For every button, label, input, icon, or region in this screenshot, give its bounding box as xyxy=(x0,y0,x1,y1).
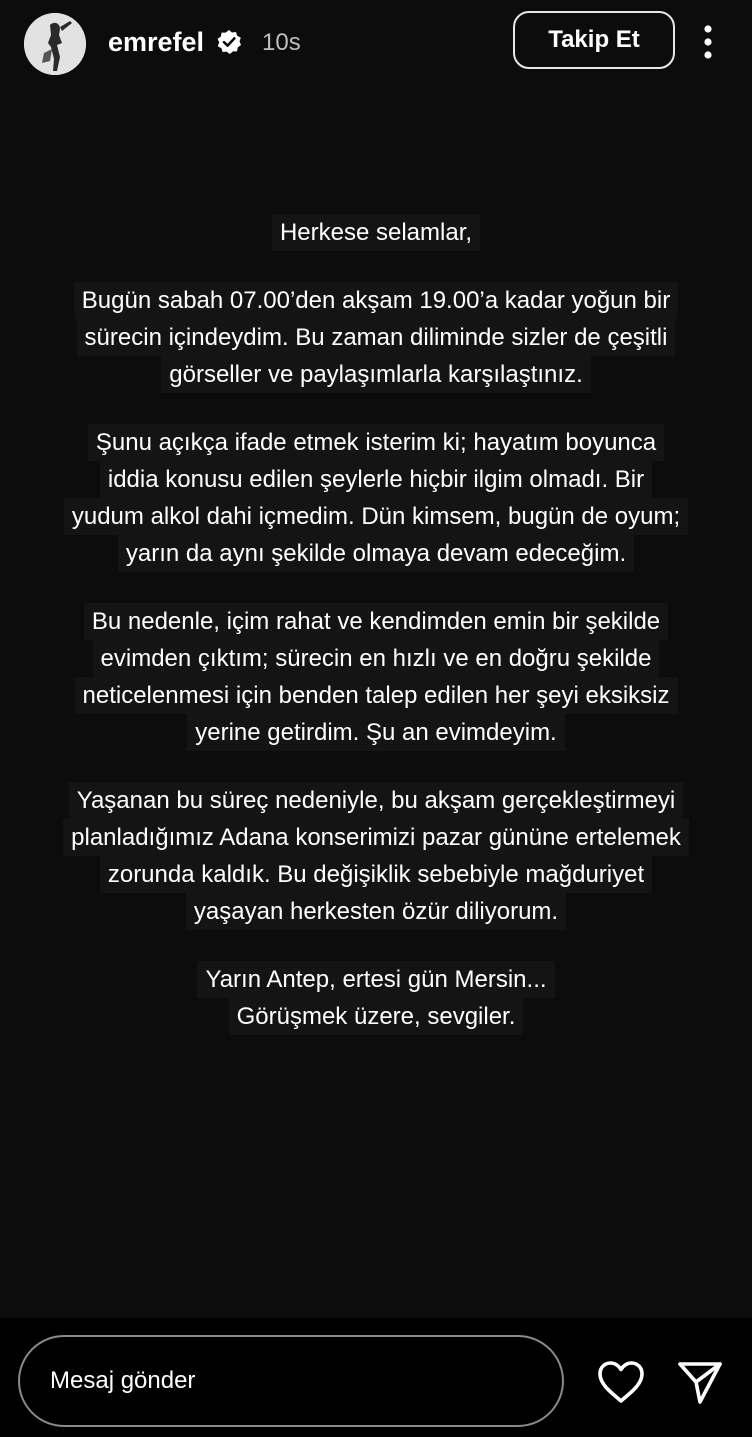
story-paragraph xyxy=(0,961,752,1035)
story-text-line: yarın da aynı şekilde olmaya devam edeceğim. xyxy=(118,535,634,572)
story-text-line: neticelenmesi için benden talep edilen her şeyi eksiksiz xyxy=(75,677,678,714)
username[interactable]: emrefel xyxy=(108,27,205,57)
story-paragraph xyxy=(0,603,752,751)
avatar-photo-icon xyxy=(24,13,86,75)
story-paragraph xyxy=(0,282,752,393)
story-paragraph xyxy=(0,424,752,572)
follow-button[interactable]: Takip Et xyxy=(513,11,675,69)
reply-bar xyxy=(0,1318,752,1437)
story-time: 10s xyxy=(262,29,301,56)
story-text-line: yerine getirdim. Şu an evimdeyim. xyxy=(187,714,564,751)
message-input[interactable] xyxy=(18,1335,564,1427)
heart-icon[interactable] xyxy=(596,1359,646,1405)
message-placeholder: Mesaj gönder xyxy=(50,1367,196,1394)
story-paragraph xyxy=(0,214,752,251)
story-text-line: Görüşmek üzere, sevgiler. xyxy=(229,998,524,1035)
story-text-line: Yarın Antep, ertesi gün Mersin... xyxy=(197,961,554,998)
story-text-line: planladığımız Adana konserimizi pazar gününe ertelemek xyxy=(63,819,689,856)
story-text-line: Bu nedenle, içim rahat ve kendimden emin bir şekilde xyxy=(84,603,668,640)
story-text-line: Şunu açıkça ifade etmek isterim ki; hayatım boyunca xyxy=(88,424,664,461)
story-text-line: Yaşanan bu süreç nedeniyle, bu akşam gerçekleştirmeyi xyxy=(69,782,684,819)
story-text-line: zorunda kaldık. Bu değişiklik sebebiyle mağduriyet xyxy=(100,856,652,893)
story-text-line: yudum alkol dahi içmedim. Dün kimsem, bugün de oyum; xyxy=(64,498,688,535)
send-icon[interactable] xyxy=(676,1358,724,1406)
avatar[interactable] xyxy=(24,13,86,75)
story-text-line: iddia konusu edilen şeylerle hiçbir ilgim olmadı. Bir xyxy=(100,461,652,498)
verified-badge-icon xyxy=(216,29,242,55)
story-header xyxy=(0,0,752,90)
story-text-line: görseller ve paylaşımlarla karşılaştınız. xyxy=(161,356,590,393)
story-text-line: Bugün sabah 07.00’den akşam 19.00’a kadar yoğun bir xyxy=(74,282,678,319)
story-text-line: sürecin içindeydim. Bu zaman diliminde sizler de çeşitli xyxy=(77,319,676,356)
story-text-line: evimden çıktım; sürecin en hızlı ve en doğru şekilde xyxy=(93,640,660,677)
more-vertical-icon[interactable] xyxy=(698,22,718,62)
story-text-line: Herkese selamlar, xyxy=(272,214,480,251)
story-message xyxy=(0,214,752,1066)
story-paragraph xyxy=(0,782,752,930)
story-text-line: yaşayan herkesten özür diliyorum. xyxy=(186,893,566,930)
